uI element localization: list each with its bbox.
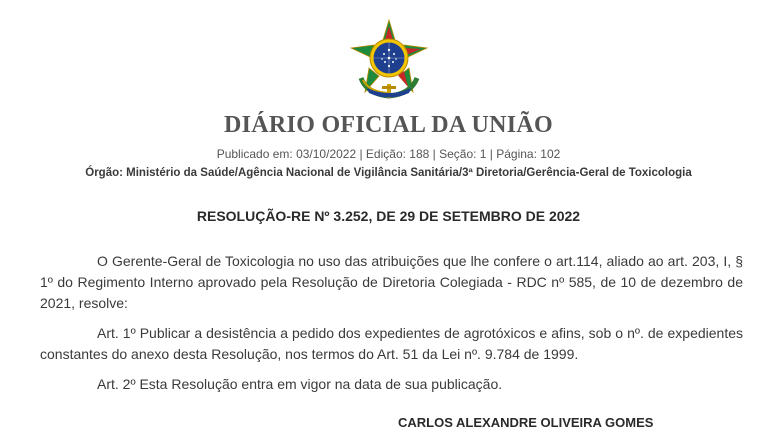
brazil-coat-of-arms-icon <box>347 18 431 102</box>
publication-info: Publicado em: 03/10/2022 | Edição: 188 | Seção: 1 | Página: 102 <box>216 147 561 161</box>
orgao-label: Órgão: <box>85 167 123 179</box>
signer-name: CARLOS ALEXANDRE OLIVEIRA GOMES <box>398 415 654 430</box>
orgao-line <box>0 167 777 179</box>
paragraph-article-1: Art. 1º Publicar a desistência a pedido dos expedientes de agrotóxicos e afins, sob o nº. de expedientes constantes do anexo desta Resolução, nos termos do Art. 51 da Lei nº. 9.784 de 1999. <box>40 325 743 362</box>
paragraph-article-2: Art. 2º Esta Resolução entra em vigor na data de sua publicação. <box>97 376 503 392</box>
resolution-heading: RESOLUÇÃO-RE Nº 3.252, DE 29 DE SETEMBRO DE 2022 <box>196 208 581 224</box>
page-title: DIÁRIO OFICIAL DA UNIÃO <box>224 112 553 138</box>
paragraph-preamble: O Gerente-Geral de Toxicologia no uso das atribuições que lhe confere o art.114, aliado ao art. 203, I, § 1º do Regimento Interno aprovado pela Resolução de Diretoria Colegiada - RDC nº 585, de 10 de dezembro de 2021, resolve: <box>40 253 743 311</box>
orgao-value: Ministério da Saúde/Agência Nacional de Vigilância Sanitária/3ª Diretoria/Gerência-Geral de Toxicologia <box>122 167 692 179</box>
